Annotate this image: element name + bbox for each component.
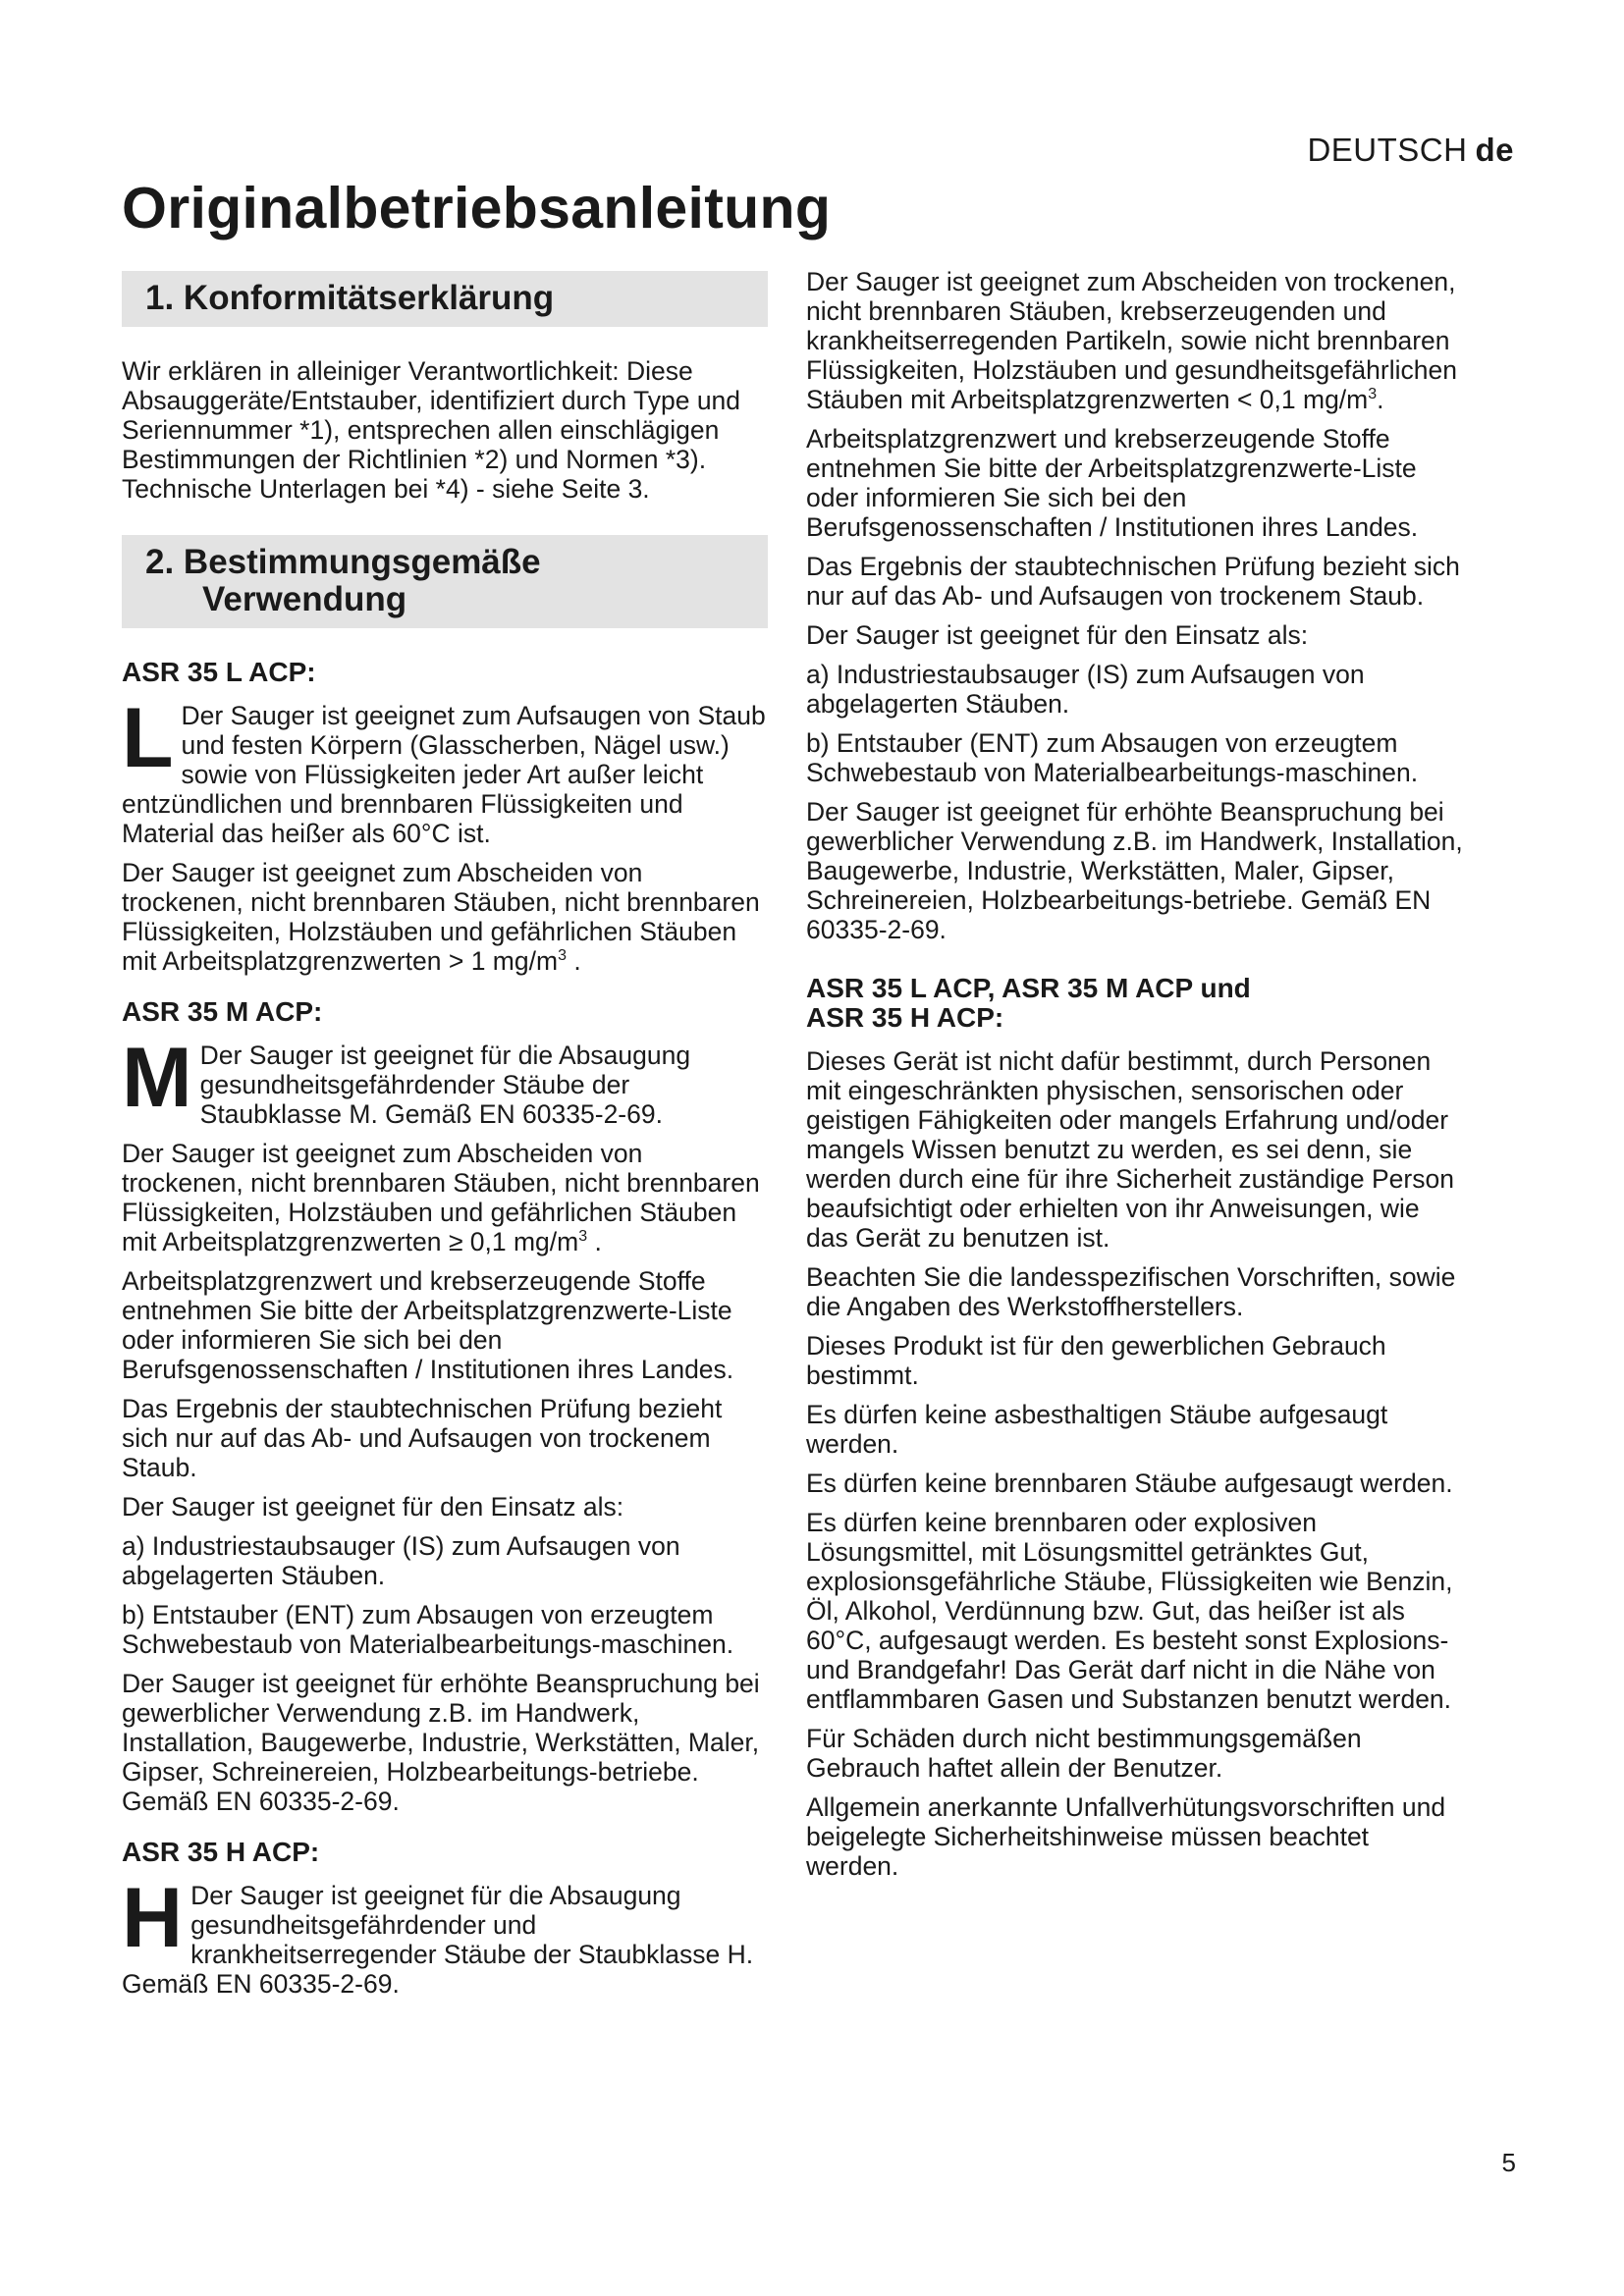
asr35m-paragraph-5: Der Sauger ist geeignet für den Einsatz als: [122,1492,624,1522]
punctuation: . [587,1227,602,1256]
asr35m-paragraph-6: a) Industriestaubsauger (IS) zum Aufsaugen von abgelagerten Stäuben. [122,1531,680,1590]
asr35l-text-2: Der Sauger ist geeignet zum Abscheiden von trockenen, nicht brennbaren Stäuben, nicht brennbaren Flüssigkeiten, Holzstäuben und gefährlichen Stäuben mit Arbeitsplatzgrenzwerten > 1 mg/m [122,858,760,976]
section-heading-line-1: 2. Bestimmungsgemäße [145,543,541,581]
dust-class-l-marker: L [122,691,174,785]
asr35l-text-1: Der Sauger ist geeignet zum Aufsaugen von Staub und festen Körpern (Glasscherben, Nägel usw.) sowie von Flüssigkeiten jeder Art außer leicht entzündlichen und brennbaren Flüssigkeiten und Material das heißer als 60°C ist. [122,701,766,848]
all-paragraph-7: Für Schäden durch nicht bestimmungsgemäßen Gebrauch haftet allein der Benutzer. [806,1724,1362,1783]
asr35m-text-1: Der Sauger ist geeignet für die Absaugung gesundheitsgefährdender Stäube der Staubklasse M. Gemäß EN 60335-2-69. [199,1041,691,1129]
right-paragraph-5: a) Industriestaubsauger (IS) zum Aufsaugen von abgelagerten Stäuben. [806,660,1365,719]
asr35h-text-1: Der Sauger ist geeignet für die Absaugung gesundheitsgefährdender und krankheitserregender Stäube der Staubklasse H. Gemäß EN 60335-2-69. [122,1881,754,1999]
left-column [122,267,768,2008]
punctuation: . [566,946,581,976]
language-code: de [1475,132,1514,168]
right-paragraph-1 [806,267,1466,414]
page-number: 5 [1501,2148,1516,2177]
right-paragraph-3: Das Ergebnis der staubtechnischen Prüfung bezieht sich nur auf das Ab- und Aufsaugen von trockenem Staub. [806,552,1460,611]
right-paragraph-6: b) Entstauber (ENT) zum Absaugen von erzeugtem Schwebestaub von Materialbearbeitungs-maschinen. [806,728,1419,787]
superscript: 3 [578,1228,588,1246]
all-paragraph-5: Es dürfen keine brennbaren Stäube aufgesaugt werden. [806,1468,1453,1498]
asr35m-text-2: Der Sauger ist geeignet zum Abscheiden von trockenen, nicht brennbaren Stäuben, nicht brennbaren Flüssigkeiten, Holzstäuben und gefährlichen Stäuben mit Arbeitsplatzgrenzwerten ≥ 0,1 mg/m [122,1139,760,1256]
all-paragraph-3: Dieses Produkt ist für den gewerblichen Gebrauch bestimmt. [806,1331,1386,1390]
all-paragraph-2: Beachten Sie die landesspezifischen Vorschriften, sowie die Angaben des Werkstoffherstellers. [806,1262,1456,1321]
asr35l-heading: ASR 35 L ACP: [122,657,316,687]
asr35m-paragraph-3: Arbeitsplatzgrenzwert und krebserzeugende Stoffe entnehmen Sie bitte der Arbeitsplatzgrenzwerte-Liste oder informieren Sie sich bei den Berufsgenossenschaften / Institutionen ihres Landes. [122,1266,734,1384]
superscript: 3 [1368,386,1378,403]
right-text-1: Der Sauger ist geeignet zum Abscheiden von trockenen, nicht brennbaren Stäuben, krebserzeugenden und krankheitserregenden Partikeln, sowie nicht brennbaren Flüssigkeiten, Holzstäuben und gesundheitsgefährlichen Stäuben mit Arbeitsplatzgrenzwerten < 0,1 mg/m [806,267,1457,414]
section-heading-intended-use [122,535,768,628]
dust-class-h-marker: H [122,1871,184,1965]
asr35m-paragraph-2 [122,1139,768,1256]
right-paragraph-4: Der Sauger ist geeignet für den Einsatz als: [806,620,1309,650]
asr35h-heading: ASR 35 H ACP: [122,1837,320,1867]
asr35m-paragraph-1 [122,1031,768,1129]
punctuation: . [1377,385,1384,414]
superscript: 3 [558,947,567,965]
all-paragraph-6: Es dürfen keine brennbaren oder explosiven Lösungsmittel, mit Lösungsmittel getränktes Gut, explosionsgefährliche Stäube, Flüssigkeiten wie Benzin, Öl, Alkohol, Verdünnung bzw. Gut, das heißer ist als 60°C, aufgesaugt werden. Es besteht sonst Explosions- und Brandgefahr! Das Gerät darf nicht in die Nähe von entflammbaren Gasen und Substanzen benutzt werden. [806,1508,1453,1714]
all-paragraph-8: Allgemein anerkannte Unfallverhütungsvorschriften und beigelegte Sicherheitshinweise müssen beachtet werden. [806,1792,1446,1881]
all-models-heading-line-1: ASR 35 L ACP, ASR 35 M ACP und [806,973,1251,1003]
all-paragraph-4: Es dürfen keine asbesthaltigen Stäube aufgesaugt werden. [806,1400,1388,1459]
all-models-heading-line-2: ASR 35 H ACP: [806,1002,1004,1033]
all-paragraph-1: Dieses Gerät ist nicht dafür bestimmt, durch Personen mit eingeschränkten physischen, sensorischen oder geistigen Fähigkeiten oder mangels Erfahrung und/oder mangels Wissen benutzt zu werden, es sei denn, sie werden durch eine für ihre Sicherheit zuständige Person beaufsichtigt oder erhielten von ihr Anweisungen, wie das Gerät zu benutzen ist. [806,1046,1454,1253]
language-name: DEUTSCH [1307,132,1468,168]
asr35m-paragraph-8: Der Sauger ist geeignet für erhöhte Beanspruchung bei gewerblicher Verwendung z.B. im Handwerk, Installation, Baugewerbe, Industrie, Werkstätten, Maler, Gipser, Schreinereien, Holzbearbeitungs-betriebe. Gemäß EN 60335-2-69. [122,1669,760,1816]
asr35h-paragraph-1 [122,1871,768,1999]
right-paragraph-7: Der Sauger ist geeignet für erhöhte Beanspruchung bei gewerblicher Verwendung z.B. im Handwerk, Installation, Baugewerbe, Industrie, Werkstätten, Maler, Gipser, Schreinereien, Holzbearbeitungs-betriebe. Gemäß EN 60335-2-69. [806,797,1463,944]
section-heading-conformity: 1. Konformitätserklärung [122,271,768,327]
asr35m-paragraph-7: b) Entstauber (ENT) zum Absaugen von erzeugtem Schwebestaub von Materialbearbeitungs-maschinen. [122,1600,734,1659]
asr35l-paragraph-1 [122,691,768,848]
page-title: Originalbetriebsanleitung [122,176,832,240]
right-column [806,267,1466,1891]
asr35l-paragraph-2 [122,858,768,976]
conformity-text: Wir erklären in alleiniger Verantwortlichkeit: Diese Absauggeräte/Entstauber, identifiziert durch Type und Seriennummer *1), entsprechen allen einschlägigen Bestimmungen der Richtlinien *2) und Normen *3). Technische Unterlagen bei *4) - siehe Seite 3. [122,356,741,504]
section-heading-line-2: Verwendung [202,580,407,618]
asr35m-heading: ASR 35 M ACP: [122,996,323,1027]
language-label [1307,132,1514,169]
all-models-heading [806,974,1466,1033]
right-paragraph-2: Arbeitsplatzgrenzwert und krebserzeugende Stoffe entnehmen Sie bitte der Arbeitsplatzgrenzwerte-Liste oder informieren Sie sich bei den Berufsgenossenschaften / Institutionen ihres Landes. [806,424,1419,542]
asr35m-paragraph-4: Das Ergebnis der staubtechnischen Prüfung bezieht sich nur auf das Ab- und Aufsaugen von trockenem Staub. [122,1394,723,1482]
dust-class-m-marker: M [122,1031,192,1125]
